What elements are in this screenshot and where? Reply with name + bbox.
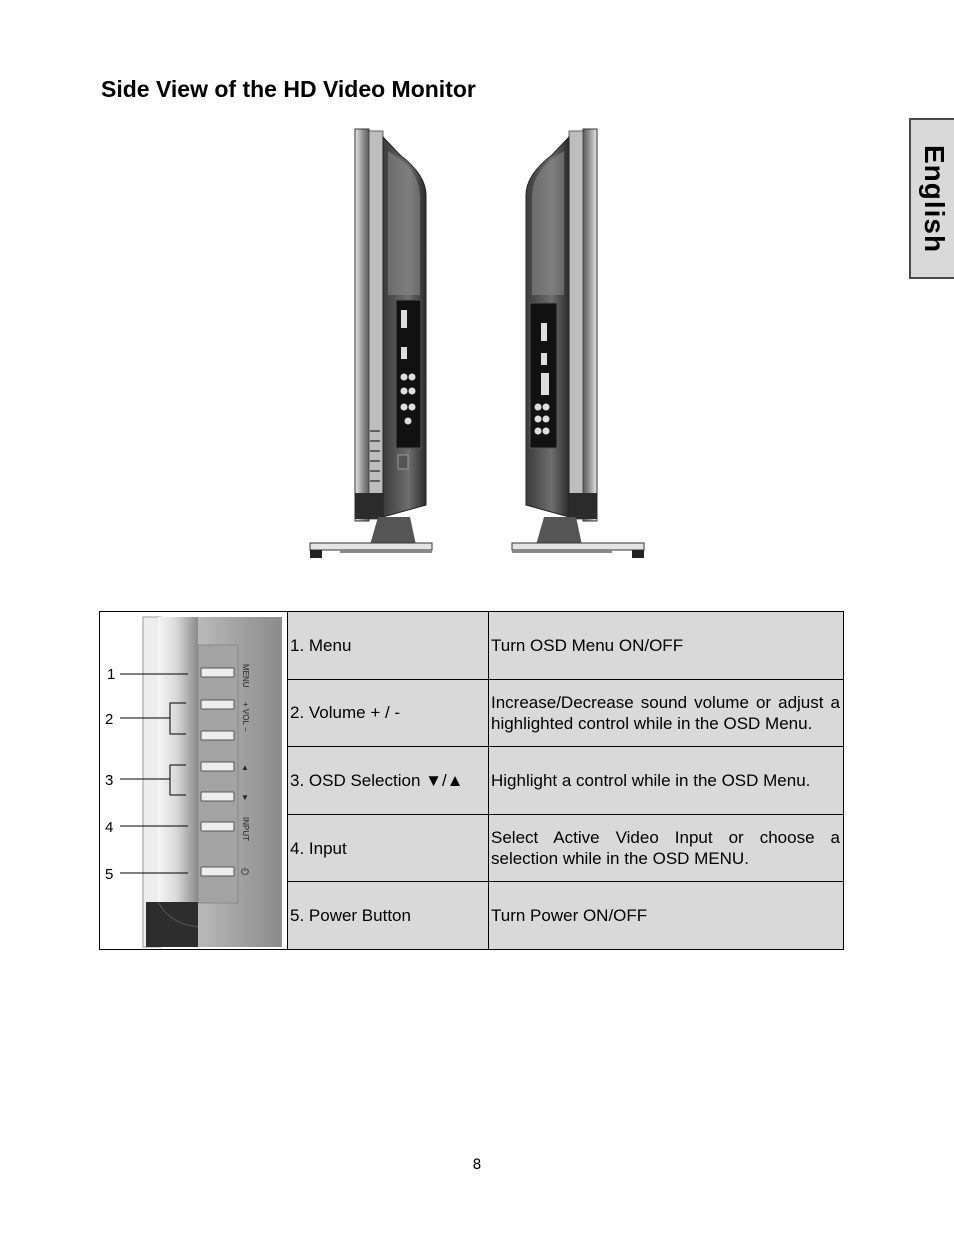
panel-label-input: INPUT	[241, 817, 250, 841]
control-name-osd-selection: 3. OSD Selection ▼/▲	[288, 747, 489, 815]
callout-5: 5	[105, 866, 114, 883]
control-desc-input: Select Active Video Input or choose a selection while in the OSD MENU.	[489, 814, 844, 882]
callout-1: 1	[107, 666, 116, 683]
panel-label-power: ⏻	[241, 867, 249, 878]
language-tab-label: English	[918, 144, 950, 253]
control-desc-volume: Increase/Decrease sound volume or adjust a highlighted control while in the OSD Menu.	[489, 679, 844, 747]
controls-table	[99, 611, 844, 950]
left-side-monitor	[310, 129, 432, 558]
control-name-power: 5. Power Button	[288, 882, 489, 950]
side-panel-diagram	[100, 612, 287, 948]
control-name-input: 4. Input	[288, 814, 489, 882]
control-desc-osd-selection: Highlight a control while in the OSD Menu.	[489, 747, 844, 815]
control-name-menu: 1. Menu	[288, 612, 489, 680]
language-tab	[909, 118, 954, 279]
panel-label-up: ▲	[241, 763, 249, 772]
control-desc-power: Turn Power ON/OFF	[489, 882, 844, 950]
panel-label-menu: MENU	[241, 664, 250, 688]
callout-3: 3	[105, 772, 114, 789]
callout-4: 4	[105, 819, 114, 836]
page-title: Side View of the HD Video Monitor	[101, 76, 476, 102]
side-panel-closeup	[100, 612, 288, 950]
control-desc-menu: Turn OSD Menu ON/OFF	[489, 612, 844, 680]
callout-2: 2	[105, 711, 114, 728]
monitor-side-view-illustration	[300, 125, 660, 565]
control-name-volume: 2. Volume + / -	[288, 679, 489, 747]
table-row	[100, 612, 844, 680]
page-number: 8	[472, 1157, 482, 1173]
panel-label-vol: + VOL −	[241, 702, 250, 732]
right-side-monitor	[512, 129, 644, 558]
panel-label-down: ▼	[241, 793, 249, 802]
